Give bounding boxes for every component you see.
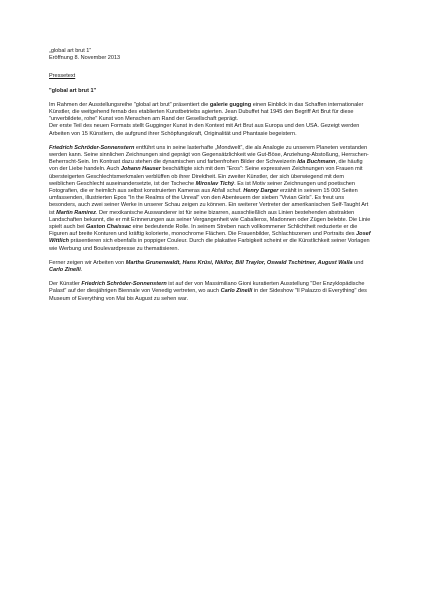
press-release-page — [49, 48, 371, 303]
artist-name: Carlo Zinelli — [220, 288, 253, 295]
artist-name: Miroslav Tichý — [195, 180, 235, 187]
closing-text: Der Künstler — [49, 281, 82, 288]
press-text-label: Pressetext — [49, 73, 76, 80]
gallery-name: galerie gugging — [209, 101, 252, 108]
intro-paragraph-2: Der erste Teil des neuen Formats stellt Gugginger Kunst in den Kontext mit Art Brut aus Europa und den USA. Gezeigt werden Arbeiten von 15 Künstlern, die aufgrund ihrer Schöpfungskraft, Originalität und Phantasie begeistern. — [49, 123, 360, 137]
artist-name: Friedrich Schröder-Sonnenstern — [49, 144, 135, 151]
artists-paragraph — [49, 145, 371, 253]
artists-text: , die häufig von der Liebe handeln. Auch — [49, 159, 363, 173]
intro-text-a: Im Rahmen der Ausstellungsreihe "global art brut" präsentiert die — [49, 101, 210, 108]
further-text: . — [80, 267, 83, 274]
exhibition-title-line: „global art brut 1“ — [49, 48, 92, 54]
further-artist-name: Carlo Zinelli — [49, 267, 81, 274]
artist-name: Gaston Chaissac — [86, 224, 132, 231]
artist-name: Henry Darger — [243, 188, 279, 195]
artists-text: beschäftigte sich mit dem "Eros": Seine expressiven Zeichnungen von Frauen mit übersteigerten Geschlechtsmerkmalen verblüffen ob ihrer Direktheit. Ein zweiter Künstler, der sich überwiegend mit dem weiblichen Geschlecht auseinandersetzte, ist der Tscheche — [49, 166, 363, 187]
artist-name: Johann Hauser — [120, 166, 161, 173]
further-text: Ferner zeigen wir Arbeiten von — [49, 259, 126, 266]
further-artists-paragraph — [49, 260, 371, 274]
artist-name: Josef Wittlich — [49, 231, 371, 245]
artists-text: präsentieren sich ebenfalls in poppiger Couleur. Durch die plakative Farbigkeit scheint er die Künstlichkeit seiner Vorlagen wie Werbung und Boulevardpresse zu thematisieren. — [49, 238, 370, 252]
closing-text: in der Sideshow "Il Palazzo di Everything" des Museum of Everything von Mai bis August zu sehen war. — [49, 288, 367, 302]
intro-paragraph — [49, 102, 371, 124]
closing-paragraph — [49, 281, 371, 303]
further-artist-names: Martha Grunenwaldt, Hans Krüsi, Nikifor, Bill Traylor, Oswald Tschirtner, August Walla — [125, 259, 353, 266]
document-heading: "global art brut 1" — [49, 87, 97, 94]
artists-text: erzählt in seinem 15 000 Seiten umfassenden, illustrierten Epos "In the Realms of the Unreal" von den Abenteuern der sieben "Vivian Girls". Es freut uns besonders, auch zwei seiner Werke in unserer Schau zeigen zu können. Ein weiterer Vertreter der amerikanischen Self-Taught Art ist — [49, 188, 369, 216]
artist-name: Friedrich Schröder-Sonnenstern — [81, 281, 167, 288]
artists-text: eine bedeutende Rolle. In seinem Streben nach vollkommener Schlichtheit reduzierte er die Figuren auf breite Konturen und kräftig kolorierte, monochrome Flächen. Die Frauenbilder, Schlachtszenen und Portraits des — [49, 224, 358, 238]
artists-text: . Es ist Motiv seiner Zeichnungen und poetischen Fotografien, die er heimlich aus selbst konstruierten Kameras aus Abfall schuf. — [49, 180, 355, 195]
opening-date-line: Eröffnung 8. November 2013 — [49, 55, 121, 62]
further-text: und — [352, 259, 364, 266]
closing-text: ist auf der von Massimiliano Gioni kuratierten Ausstellung "Der Enzyklopädische Palast" auf der diesjährigen Biennale von Venedig vertreten, wo auch — [49, 281, 365, 295]
artist-name: Martin Ramirez — [56, 209, 96, 216]
intro-text-c: einen Einblick in das Schaffen internationaler Künstler, die weitgehend fernab des etablierten Kunstbetriebs agierten. Jean Dubuffet hat 1945 den Begriff Art Brut für diese "unverbildete, rohe" Kunst von Menschen am Rand der Gesellschaft geprägt. — [49, 101, 364, 123]
artists-text: entführt uns in seine lasterhafte „Mondwelt“, die als Analogie zu unserem Planeten verstanden werden kann. Seine sinnlichen Zeichnungen sind geprägt von Gegensätzlichkeit wie Gut-Böse, Anziehung-Abstoßung, Herrschen-Beherrscht-Sein. Im Kontrast dazu stehen die dynamischen und farbenfrohen Bilder der Schweizerin — [49, 144, 369, 166]
artists-text: . Der mexikanische Auswanderer ist für seine bizarren, ausschließlich aus Linien bestehenden abstrakten Landschaften bekannt, die er mit Erinnerungen aus seiner Vergangenheit wie Caballeros, Madonnen oder Zügen belebte. Die Linie spielt auch bei — [49, 209, 371, 231]
artist-name: Ida Buchmann — [297, 159, 336, 166]
